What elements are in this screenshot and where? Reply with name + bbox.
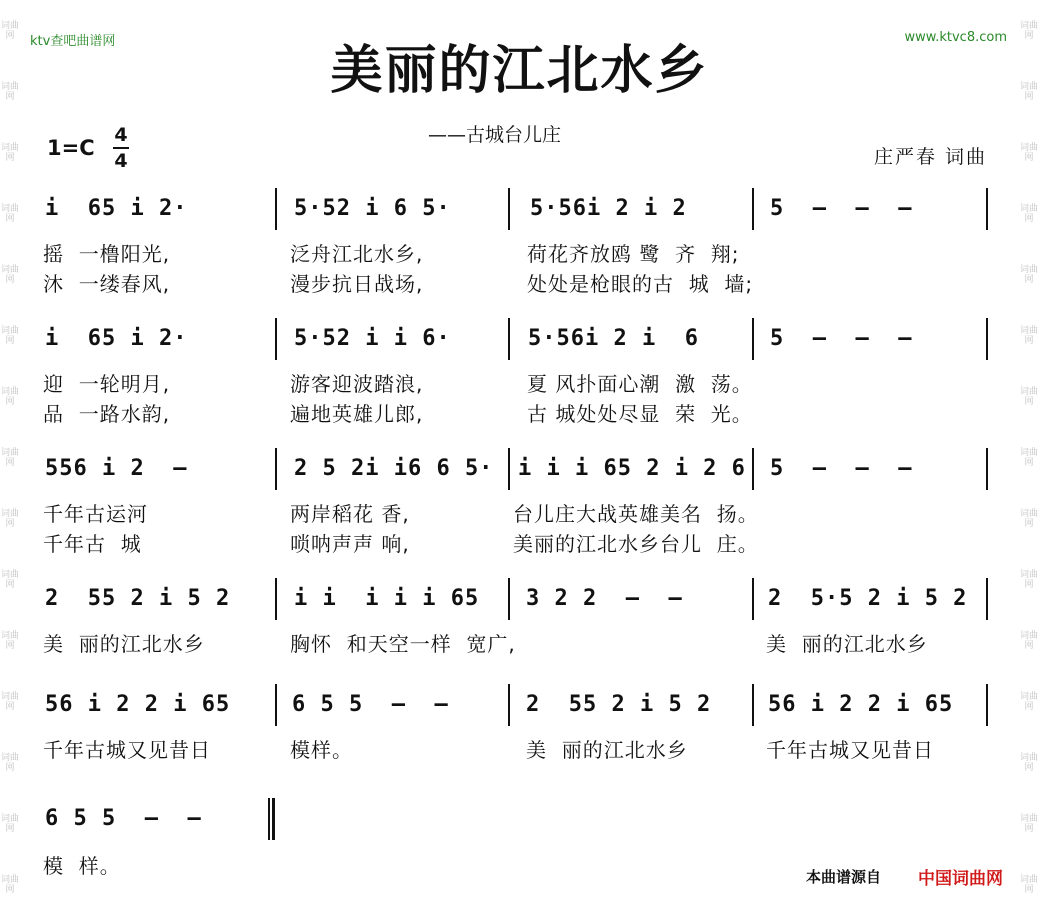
bar-line (752, 448, 754, 490)
watermark-text: 词曲网 (0, 691, 19, 712)
time-signature (111, 124, 131, 172)
measure: 5·56i 2 i 6 (528, 326, 699, 351)
lyric: 沐 一缕春风, (43, 272, 171, 296)
notation-line (0, 682, 1039, 728)
measure: i i i 65 2 i 2 6 (518, 456, 746, 481)
measure: 2 5 2i i6 6 5· (294, 456, 494, 481)
watermark-text: 词曲网 (0, 874, 19, 895)
song-subtitle: ——古城台儿庄 (428, 124, 562, 146)
lyric: 遍地英雄儿郎, (290, 402, 424, 426)
lyric: 千年古城又见昔日 (43, 738, 211, 762)
song-title: 美丽的江北水乡 (330, 41, 709, 101)
measure: 5·52 i 6 5· (294, 196, 451, 221)
lyric: 台儿庄大战英雄美名 扬。 (513, 502, 759, 526)
watermark-text: 词曲网 (0, 447, 19, 468)
final-bar-line (268, 798, 275, 840)
lyric: 漫步抗日战场, (290, 272, 424, 296)
meter-bottom: 4 (114, 150, 128, 172)
measure: 2 55 2 i 5 2 (45, 586, 231, 611)
measure: 5·52 i i 6· (294, 326, 451, 351)
watermark-text: 词曲网 (1019, 325, 1038, 346)
measure: 5 – – – (770, 196, 913, 221)
measure: i 65 i 2· (45, 196, 188, 221)
key-signature: 1=C (47, 136, 95, 160)
watermark-text: 词曲网 (0, 569, 19, 590)
watermark-text: 词曲网 (1019, 569, 1038, 590)
watermark-text: 词曲网 (0, 142, 19, 163)
meter-divider (113, 147, 129, 149)
lyric: 摇 一橹阳光, (43, 242, 171, 266)
watermark-text: 词曲网 (1019, 81, 1038, 102)
watermark-text: 词曲网 (1019, 264, 1038, 285)
watermark-text: 词曲网 (1019, 142, 1038, 163)
bar-line (275, 448, 277, 490)
bar-line (986, 684, 988, 726)
measure: 556 i 2 – (45, 456, 188, 481)
lyric: 模样。 (290, 738, 353, 762)
watermark-text: 词曲网 (1019, 813, 1038, 834)
watermark-text: 词曲网 (0, 81, 19, 102)
measure: 5 – – – (770, 456, 913, 481)
measure: 2 55 2 i 5 2 (526, 692, 712, 717)
measure: i 65 i 2· (45, 326, 188, 351)
watermark-text: 词曲网 (1019, 386, 1038, 407)
bar-line (752, 318, 754, 360)
measure: 6 5 5 – – (45, 806, 202, 831)
lyric: 唢呐声声 响, (290, 532, 410, 556)
watermark-text: 词曲网 (1019, 447, 1038, 468)
bar-line (275, 318, 277, 360)
measure: 2 5·5 2 i 5 2 (768, 586, 968, 611)
watermark-text: 词曲网 (0, 264, 19, 285)
lyric: 美 丽的江北水乡 (43, 632, 205, 656)
lyric: 美 丽的江北水乡 (526, 738, 688, 762)
watermark-text: 词曲网 (0, 508, 19, 529)
watermark-text: 词曲网 (0, 752, 19, 773)
watermark-text: 词曲网 (1019, 874, 1038, 895)
bar-line (275, 578, 277, 620)
bar-line (986, 188, 988, 230)
bar-line (508, 684, 510, 726)
bar-line (508, 188, 510, 230)
measure: i i i i i 65 (294, 586, 480, 611)
notation-line (0, 316, 1039, 362)
measure: 6 5 5 – – (292, 692, 449, 717)
author-credit: 庄严春 词曲 (873, 146, 987, 168)
notation-line (0, 796, 1039, 842)
bar-line (275, 188, 277, 230)
lyric: 美 丽的江北水乡 (766, 632, 928, 656)
measure: 5·56i 2 i 2 (530, 196, 687, 221)
measure: 56 i 2 2 i 65 (45, 692, 231, 717)
lyric: 处处是枪眼的古 城 墙; (527, 272, 754, 296)
notation-line (0, 576, 1039, 622)
measure: 5 – – – (770, 326, 913, 351)
watermark-text: 词曲网 (0, 203, 19, 224)
watermark-text: 词曲网 (0, 386, 19, 407)
lyric: 荷花齐放鸥 鹭 齐 翔; (527, 242, 740, 266)
bar-line (508, 318, 510, 360)
bar-line (986, 448, 988, 490)
lyric: 迎 一轮明月, (43, 372, 171, 396)
source-name: 中国词曲网 (918, 869, 1003, 889)
lyric: 模 样。 (43, 854, 121, 878)
measure: 56 i 2 2 i 65 (768, 692, 954, 717)
measure: 3 2 2 – – (526, 586, 683, 611)
bar-line (986, 318, 988, 360)
notation-line (0, 446, 1039, 492)
lyric: 两岸稻花 香, (290, 502, 410, 526)
watermark-text: 词曲网 (0, 813, 19, 834)
lyric: 游客迎波踏浪, (290, 372, 424, 396)
lyric: 千年古城又见昔日 (766, 738, 934, 762)
bar-line (752, 578, 754, 620)
watermark-text: 词曲网 (1019, 20, 1038, 41)
bar-line (752, 188, 754, 230)
source-label: 本曲谱源自 (806, 868, 882, 886)
lyric: 胸怀 和天空一样 宽广, (290, 632, 516, 656)
watermark-text: 词曲网 (1019, 630, 1038, 651)
lyric: 夏 风扑面心潮 激 荡。 (527, 372, 753, 396)
meter-top: 4 (114, 124, 128, 146)
lyric: 古 城处处尽显 荣 光。 (527, 402, 753, 426)
site-url-right: www.ktvc8.com (904, 30, 1007, 45)
bar-line (275, 684, 277, 726)
lyric: 品 一路水韵, (43, 402, 171, 426)
watermark-text: 词曲网 (0, 325, 19, 346)
watermark-text: 词曲网 (1019, 508, 1038, 529)
lyric: 千年古运河 (43, 502, 148, 526)
lyric: 千年古 城 (43, 532, 142, 556)
watermark-text: 词曲网 (1019, 203, 1038, 224)
bar-line (508, 578, 510, 620)
watermark-text: 词曲网 (0, 20, 19, 41)
lyric: 泛舟江北水乡, (290, 242, 424, 266)
lyric: 美丽的江北水乡台儿 庄。 (513, 532, 759, 556)
watermark-text: 词曲网 (1019, 691, 1038, 712)
bar-line (752, 684, 754, 726)
watermark-text: 词曲网 (0, 630, 19, 651)
watermark-text: 词曲网 (1019, 752, 1038, 773)
site-name-left: ktv查吧曲谱网 (30, 34, 116, 49)
notation-line (0, 186, 1039, 232)
bar-line (986, 578, 988, 620)
bar-line (508, 448, 510, 490)
